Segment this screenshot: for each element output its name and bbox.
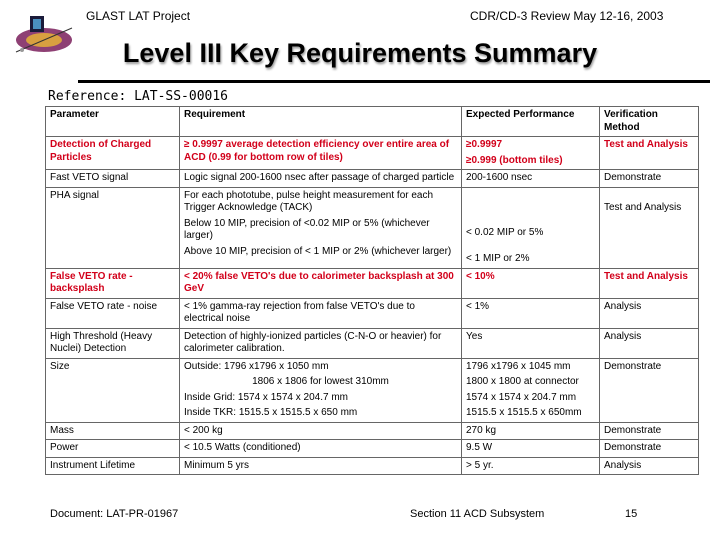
performance-line: 1515.5 x 1515.5 x 650mm [466,407,582,418]
cell-performance: < 10% [462,268,600,298]
cell-parameter: PHA signal [46,187,180,268]
cell-requirement: < 20% false VETO's due to calorimeter backsplash at 300 GeV [180,268,462,298]
cell-requirement: < 200 kg [180,422,462,440]
header-expected-performance: Expected Performance [462,107,600,137]
cell-parameter: Size [46,358,180,422]
cell-method: Analysis [600,328,699,358]
cell-performance: 200-1600 nsec [462,170,600,188]
cell-parameter: Mass [46,422,180,440]
header-verification-method: Verification Method [600,107,699,137]
table-row [46,440,699,458]
requirement-line: Below 10 MIP, precision of <0.02 MIP or 5% (whichever larger) [184,217,430,241]
performance-line: 1574 x 1574 x 204.7 mm [466,391,577,403]
title-divider [78,80,710,83]
cell-requirement: Detection of highly-ionized particles (C-N-O or heavier) for calorimeter calibration. [180,328,462,358]
cell-parameter: False VETO rate - noise [46,298,180,328]
cell-method: Analysis [600,298,699,328]
cell-performance: > 5 yr. [462,457,600,475]
cell-performance: 270 kg [462,422,600,440]
cell-performance: Yes [462,328,600,358]
cell-requirement: Minimum 5 yrs [180,457,462,475]
requirements-table [45,106,699,475]
cell-parameter: Fast VETO signal [46,170,180,188]
cell-requirement: ≥ 0.9997 average detection efficiency over entire area of ACD (0.99 for bottom row of tiles) [180,137,462,170]
table-row [46,328,699,358]
cell-method: Demonstrate [600,440,699,458]
table-row [46,268,699,298]
cell-parameter: False VETO rate - backsplash [46,268,180,298]
performance-line: < 1 MIP or 2% [466,253,530,264]
header-project: GLAST LAT Project [86,9,191,23]
requirement-line: Inside Grid: 1574 x 1574 x 204.7 mm [184,391,348,403]
cell-requirement [180,358,462,422]
reference-label: Reference: LAT-SS-00016 [48,89,229,104]
footer-section: Section 11 ACD Subsystem [410,508,545,520]
cell-parameter: High Threshold (Heavy Nuclei) Detection [46,328,180,358]
table-row [46,137,699,170]
page-number: 15 [625,508,638,520]
cell-requirement: < 1% gamma-ray rejection from false VETO's due to electrical noise [180,298,462,328]
cell-method: Demonstrate [600,422,699,440]
cell-requirement [180,187,462,268]
cell-method: Demonstrate [600,170,699,188]
performance-line: 1796 x1796 x 1045 mm [466,360,571,372]
table-row [46,187,699,268]
cell-method: Demonstrate [600,358,699,422]
cell-method [600,187,699,268]
performance-line: < 0.02 MIP or 5% [466,226,544,238]
cell-method: Test and Analysis [600,137,699,170]
header-requirement: Requirement [180,107,462,137]
cell-method: Analysis [600,457,699,475]
cell-parameter: Instrument Lifetime [46,457,180,475]
requirement-line: For each phototube, pulse height measurement for each Trigger Acknowledge (TACK) [184,189,434,213]
table-row [46,298,699,328]
cell-method: Test and Analysis [600,268,699,298]
table-row [46,422,699,440]
cell-parameter: Power [46,440,180,458]
header-review: CDR/CD-3 Review May 12-16, 2003 [470,9,664,23]
requirement-line: Above 10 MIP, precision of < 1 MIP or 2% (whichever larger) [184,245,452,257]
requirement-line: 1806 x 1806 for lowest 310mm [252,376,389,387]
requirement-line: Inside TKR: 1515.5 x 1515.5 x 650 mm [184,407,358,418]
cell-parameter: Detection of Charged Particles [46,137,180,170]
table-row [46,358,699,422]
cell-performance [462,358,600,422]
header-parameter: Parameter [46,107,180,137]
method-line: Test and Analysis [604,201,682,213]
table-header-row [46,107,699,137]
cell-requirement: Logic signal 200-1600 nsec after passage of charged particle [180,170,462,188]
cell-performance [462,187,600,268]
table-row [46,170,699,188]
performance-line: ≥0.999 (bottom tiles) [466,154,563,166]
table-row [46,457,699,475]
performance-line: 1800 x 1800 at connector [466,376,579,387]
cell-performance [462,137,600,170]
cell-requirement: < 10.5 Watts (conditioned) [180,440,462,458]
cell-performance: < 1% [462,298,600,328]
performance-line: ≥0.9997 [466,139,503,150]
requirement-line: Outside: 1796 x1796 x 1050 mm [184,360,329,372]
cell-performance: 9.5 W [462,440,600,458]
footer-document: Document: LAT-PR-01967 [50,508,179,520]
page-title: Level III Key Requirements Summary [122,38,598,68]
